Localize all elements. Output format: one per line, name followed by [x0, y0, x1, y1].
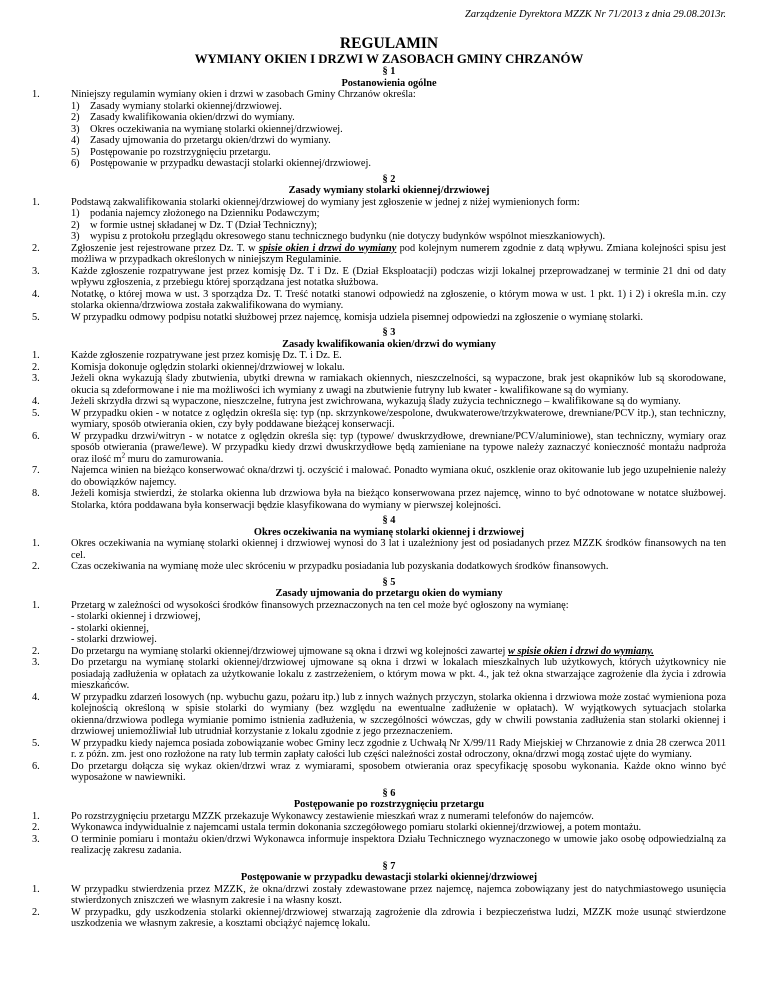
list-item: 6. Do przetargu dołącza się wykaz okien/drzwi wraz z wymiarami, sposobem otwierania oraz specyfikację sposobu wykonania. Każde okno winno być wyposażone w nawiewniki. — [32, 760, 726, 783]
sub-item: 3) Okres oczekiwania na wymianę stolarki okiennej/drzwiowej. — [71, 123, 343, 135]
document-title: REGULAMIN — [339, 35, 439, 52]
list-item: 2. Wykonawca indywidualnie z najemcami ustala termin dokonania szczegółowego pomiaru stolarki okiennej/drzwiowej, a potem montażu. — [32, 822, 642, 833]
section-1-list — [32, 89, 726, 170]
document-subtitle: WYMIANY OKIEN I DRZWI W ZASOBACH GMINY CHRZANÓW — [194, 52, 584, 66]
list-item: 5. W przypadku odmowy podpisu notatki służbowej przez najemcę, komisja udziela pisemnej odpowiedzi na zgłoszenie o wymianę stolarki. — [32, 311, 644, 323]
list-item: 7. Najemca winien na bieżąco konserwować okna/drzwi tj. oczyścić i malować. Ponadto wymiana okuć, oszklenie oraz okitowanie lub jego uzupełnienie należy do obowiązków najemcy. — [32, 465, 726, 488]
section-4-title: Okres oczekiwania na wymianę stolarki okiennej i drzwiowej — [253, 526, 525, 538]
list-item: 1. Po rozstrzygnięciu przetargu MZZK przekazuje Wykonawcy zestawienie mieszkań wraz z numerami telefonów do najemców. — [32, 810, 594, 822]
header-note: Zarządzenie Dyrektora MZZK Nr 71/2013 z dnia 29.08.2013r. — [465, 9, 726, 20]
section-4-list — [32, 538, 726, 573]
list-item: 2. Komisja dokonuje oględzin stolarki okiennej/drzwiowej w lokalu. — [32, 361, 345, 373]
list-item: 8. Jeżeli komisja stwierdzi, że stolarka okienna lub drzwiowa była na bieżąco konserwowana przez najemcę, winno to być odnotowane w notatce służbowej. Stolarka, która poddawana była konserwacji będzie klasyfikowana do wymiany w pierwszej kolejności. — [32, 488, 726, 511]
sub-item: 1) Zasady wymiany stolarki okiennej/drzwiowej. — [71, 100, 282, 112]
list-item: 1. Przetarg w zależności od wysokości środków finansowych przeznaczonych na ten cel może być ogłoszony na wymianę: - stolarki okiennej i drzwiowej, - stolarki okiennej, - stolarki drzwiowej. — [32, 599, 569, 645]
section-3-title: Zasady kwalifikowania okien/drzwi do wymiany — [282, 338, 496, 350]
list-item: 1. Każde zgłoszenie rozpatrywane jest przez komisję Dz. T. i Dz. E. — [32, 350, 342, 361]
section-1-title: Postanowienia ogólne — [341, 77, 437, 89]
sub-item: 5) Postępowanie po rozstrzygnięciu przetargu. — [71, 146, 271, 158]
list-item: 3. Każde zgłoszenie rozpatrywane jest przez komisję Dz. T i Dz. E (Dział Eksploatacji) podczas wizji lokalnej przeprowadzanej w terminie 21 dni od daty wpływu zgłoszenia, z przebiegu której sporządzana jest notatka służbowa. — [32, 265, 726, 288]
sub-item: 1) podania najemcy złożonego na Dzienniku Podawczym; — [71, 208, 320, 219]
section-5-title: Zasady ujmowania do przetargu okien do wymiany — [275, 588, 503, 599]
section-1-number: § 1 — [382, 66, 396, 77]
section-3-list — [32, 350, 726, 511]
list-item: 5. W przypadku okien - w notatce z oględzin określa się: typ (np. skrzynkowe/zespolone, dwukwaterowe/trzykwaterowe, drewniane/PCV itp.), stan techniczny, wymiary, sposób otwierania okien, czy były poddawane bieżącej konserwacji. — [32, 407, 726, 430]
section-2-list — [32, 196, 726, 324]
section-7-title: Postępowanie w przypadku dewastacji stolarki okiennej/drzwiowej — [240, 872, 538, 883]
list-item: 1. W przypadku stwierdzenia przez MZZK, że okna/drzwi zostały zdewastowane przez najemcę, najemca zobowiązany jest do natychmiastowego usunięcia stwierdzonych zniszczeń we własnym zakresie i na własny koszt. — [32, 883, 726, 906]
sub-item: 2) w formie ustnej składanej w Dz. T (Dział Techniczny); — [71, 219, 318, 231]
section-6-list — [32, 810, 726, 857]
sub-item: 6) Postępowanie w przypadku dewastacji stolarki okiennej/drzwiowej. — [71, 158, 371, 169]
list-item: 5. W przypadku kiedy najemca posiada zobowiązanie wobec Gminy lecz zgodnie z Uchwałą Nr X/99/11 Rady Miejskiej w Chrzanowie z dnia 28 czerwca 2011 r. z późn. zm. jest ono rozłożone na raty lub termin zapłaty całości lub części należności został odroczony, okna/drzwi mogą zostać ujęte do wymiany. — [32, 737, 726, 760]
sub-item: 4) Zasady ujmowania do przetargu okien/drzwi do wymiany. — [71, 135, 331, 146]
list-item: 3. Jeżeli okna wykazują ślady zbutwienia, ubytki drewna w ramiakach okiennych, nieszczelności, są wypaczone, brak jest okapników lub są skorodowane, okucia są zdeformowane i nie ma możliwości ich wymiany z uwagi na zbutwienie futryny lub kwater - kwalifikowane są do wymiany. — [32, 373, 726, 396]
register-reference: spisie okien i drzwi do wymiany — [258, 242, 397, 254]
sub-item: 2) Zasady kwalifikowania okien/drzwi do wymiany. — [71, 112, 295, 123]
section-3-number: § 3 — [382, 327, 396, 338]
list-item: 1. Okres oczekiwania na wymianę stolarki okiennej i drzwiowej wynosi do 3 lat i uzależniony jest od posiadanych przez MZZK środków finansowych na ten cel. — [32, 538, 726, 561]
list-item: 2. Czas oczekiwania na wymianę może ulec skróceniu w przypadku posiadania lub pozyskania dodatkowych środków finansowych. — [32, 561, 609, 572]
section-4-number: § 4 — [382, 515, 396, 526]
list-item: 3. Do przetargu na wymianę stolarki okiennej/drzwiowej ujmowane są okna i drzwi w lokalach mieszkalnych lub użytkowych, których użytkownicy nie posiadają zadłużenia w opłatach za użytkowanie lokalu z zastrzeżeniem, o którym mowa w pkt. 4., jak też okna stwarzające zagrożenie dla życia i zdrowia mieszkańców. — [32, 657, 726, 691]
register-reference: w spisie okien i drzwi do wymiany. — [507, 645, 654, 657]
section-7-number: § 7 — [382, 860, 396, 872]
list-item: 3. O terminie pomiaru i montażu okien/drzwi Wykonawca informuje inspektora Działu Technicznego wyznaczonego w umowie jako osobę odpowiedzialną za realizację zakresu zadania. — [32, 833, 726, 856]
section-6-title: Postępowanie po rozstrzygnięciu przetargu — [293, 799, 485, 810]
list-item: 2. W przypadku, gdy uszkodzenia stolarki okiennej/drzwiowej stwarzają zagrożenie dla zdrowia i bezpieczeństwa ludzi, MZZK może usunąć stwierdzone uszkodzenia we własnym zakresie, a kosztami obciążyć najemcę lokalu. — [32, 906, 726, 929]
section-5-list — [32, 599, 726, 784]
list-item: 4. Jeżeli skrzydła drzwi są wypaczone, nieszczelne, futryna jest zwichrowana, wykazują ślady zużycia technicznego – kwalifikowane są do wymiany. — [32, 396, 681, 407]
list-item: 4. Notatkę, o której mowa w ust. 3 sporządza Dz. T. Treść notatki stanowi odpowiedź na zgłoszenie, o którym mowa w ust. 1 pkt. 1) i 2) i określa m.in. czy stolarka okienna/drzwiowa została zakwalifikowana do wymiany. — [32, 288, 726, 311]
list-item: 2. Zgłoszenie jest rejestrowane przez Dz. T. w spisie okien i drzwi do wymiany pod kolejnym numerem zgodnie z datą wpływu. Zmiana kolejności spisu jest możliwa w przypadkach określonych w niniejszym Regulaminie. — [32, 242, 726, 265]
section-6-number: § 6 — [382, 787, 396, 799]
section-2-title: Zasady wymiany stolarki okiennej/drzwiowej — [288, 185, 490, 196]
sub-item: 3) wypisu z protokołu przeglądu okresowego stanu technicznego budynku (nie dotyczy budynków wspólnot mieszkaniowych). — [71, 231, 606, 242]
list-item: 1. Niniejszy regulamin wymiany okien i drzwi w zasobach Gminy Chrzanów określa: 1) Zasady wymiany stolarki okiennej/drzwiowej. 2) Zasady kwalifikowania okien/drzwi do wymiany. 3) Okres oczekiwania na wymianę stolarki okiennej/drzwiowej. 4) Zasady ujmowania do przetargu okien/drzwi do wymiany. 5) Postępowanie po rozstrzygnięciu przetargu. 6) Postępowanie w przypadku dewastacji stolarki okiennej/drzwiowej. — [52, 89, 726, 170]
list-item: 6. W przypadku drzwi/witryn - w notatce z oględzin określa się: typ (typowe/ dwuskrzydłowe, drewniane/PCV/aluminiowe), stan techniczny, wymiary oraz sposób otwierania (prawe/lewe). W przypadku kiedy drzwi dwuskrzydłowe będą zamieniane na typowe należy zaznaczyć konieczność montażu nadproża oraz ilość $m^2$ muru do zamurowania. — [32, 430, 726, 465]
section-5-number: § 5 — [382, 576, 396, 588]
section-7-list — [32, 883, 726, 930]
list-item: 4. W przypadku zdarzeń losowych (np. wybuchu gazu, pożaru itp.) lub z innych ważnych przyczyn, stolarka okienna i drzwiowa może zostać wymieniona poza kolejnością określoną w spisie stolarki do wymiany (bez względu na ewentualne zadłużenie w opłatach). W wyjątkowych sytuacjach stolarka okienna/drzwiowa podlega wymianie pomimo istnienia zadłużenia, w szczególności wówczas, gdy w chwili powstania zadłużenia stan stolarki okiennej i drzwiowej uniemożliwiał lub utrudniał korzystanie z lokalu zgodnie z jego przeznaczeniem. — [32, 691, 726, 737]
section-2-number: § 2 — [382, 173, 396, 185]
list-item: 2. Do przetargu na wymianę stolarki okiennej/drzwiowej ujmowane są okna i drzwi wg kolejności zawartej w spisie okien i drzwi do wymiany. — [32, 645, 654, 657]
list-item: 1. Podstawą zakwalifikowania stolarki okiennej/drzwiowej do wymiany jest zgłoszenie w jednej z niżej wymienionych form: 1) podania najemcy złożonego na Dzienniku Podawczym; 2) w formie ustnej składanej w Dz. T (Dział Techniczny); 3) wypisu z protokołu przeglądu okresowego stanu technicznego budynku (nie dotyczy budynków wspólnot mieszkaniowych). — [52, 197, 726, 243]
